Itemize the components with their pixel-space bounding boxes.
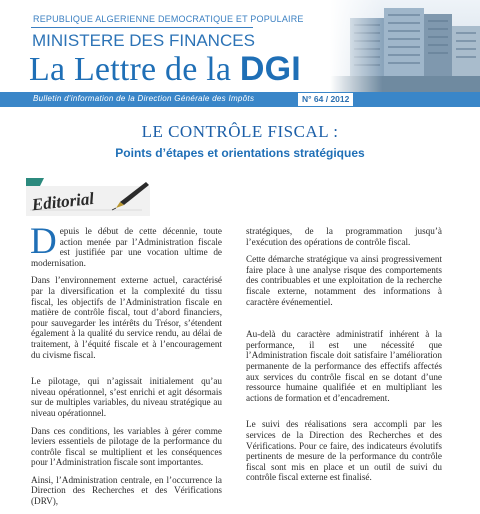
- paragraph: Le suivi des réalisations sera accompli par les services de la Direction des Recherches et des Vérifications. Pour ce faire, des indicateurs évolutifs pertinents de mesure de la performance du contrôle fiscal sont mis en place et un outil de suivi du contrôle fiscal externe est finalisé.: [246, 419, 442, 483]
- paragraph: Dans ces conditions, les variables à gérer comme leviers essentiels de pilotage de la performance du contrôle fiscal se multiplient et les conséquences pour l’Administration fiscale sont importantes.: [31, 425, 222, 468]
- right-column: [246, 226, 442, 490]
- office-buildings-photo: [330, 0, 480, 92]
- paragraph: Ainsi, l’Administration centrale, en l’occurrence la Direction des Recherches et des Vérifications (DRV),: [31, 474, 222, 507]
- tagline: Bulletin d'information de la Direction Générale des Impôts: [33, 94, 255, 103]
- header-divider: [31, 27, 253, 28]
- paragraph: Dans l’environnement externe actuel, caractérisé par la diversification et la complexité du tissu fiscal, les objectifs de l’Administration fiscale en matière de contrôle fiscal, tout d’abord financiers, pour sauvegarder les intérêts du Trésor, s’étendent également à la qualité du service rendu, au délai de traitement, à l’équité fiscale et à l’encouragement du civisme fiscal.: [31, 275, 222, 360]
- republic-header: REPUBLIQUE ALGERIENNE DEMOCRATIQUE ET POPULAIRE: [33, 14, 304, 24]
- editorial-accent-shape: [26, 178, 44, 186]
- paragraph: Le pilotage, qui n’agissait initialement qu’au niveau opérationnel, s’est enrichi et agit désormais sur de multiples variables, du niveau stratégique au niveau opérationnel.: [31, 376, 222, 418]
- publication-title-dgi: DGI: [239, 50, 301, 88]
- editorial-banner: [24, 176, 152, 218]
- paragraph: [30, 221, 222, 268]
- article-subtitle: Points d’étapes et orientations stratégiques: [115, 146, 365, 160]
- paragraph: stratégiques, de la programmation jusqu’à l’exécution des opérations de contrôle fiscal.: [246, 226, 442, 247]
- paragraph: Au-delà du caractère administratif inhérent à la performance, il est une nécessité que l’Administration fiscale doit satisfaire l’amélioration permanente de la performance des effectifs affectés aux services du contrôle fiscal en se dotant d’une ressource humaine qualifiée et en multipliant les actions de formation et d’encadrement.: [246, 329, 442, 403]
- drop-cap: D: [30, 221, 57, 262]
- paragraph-text: epuis le début de cette décennie, toute action menée par l’Administration fiscale est justifiée par une vocation ultime de modernisation.: [31, 226, 222, 268]
- paragraph: Cette démarche stratégique va ainsi progressivement faire place à une analyse risque des comportements des contribuables et une exploitation de la recherche fiscale externe, notamment des informations à caractère événementiel.: [246, 254, 442, 307]
- ministry-name: MINISTERE DES FINANCES: [32, 31, 255, 50]
- left-column: [30, 221, 222, 514]
- masthead: [0, 0, 480, 110]
- issue-number: N° 64 / 2012: [298, 93, 353, 106]
- article-title: LE CONTRÔLE FISCAL :: [141, 122, 339, 141]
- publication-title: [29, 50, 301, 89]
- editorial-label: Editorial: [30, 188, 95, 215]
- publication-title-prefix: La Lettre de la: [29, 51, 240, 88]
